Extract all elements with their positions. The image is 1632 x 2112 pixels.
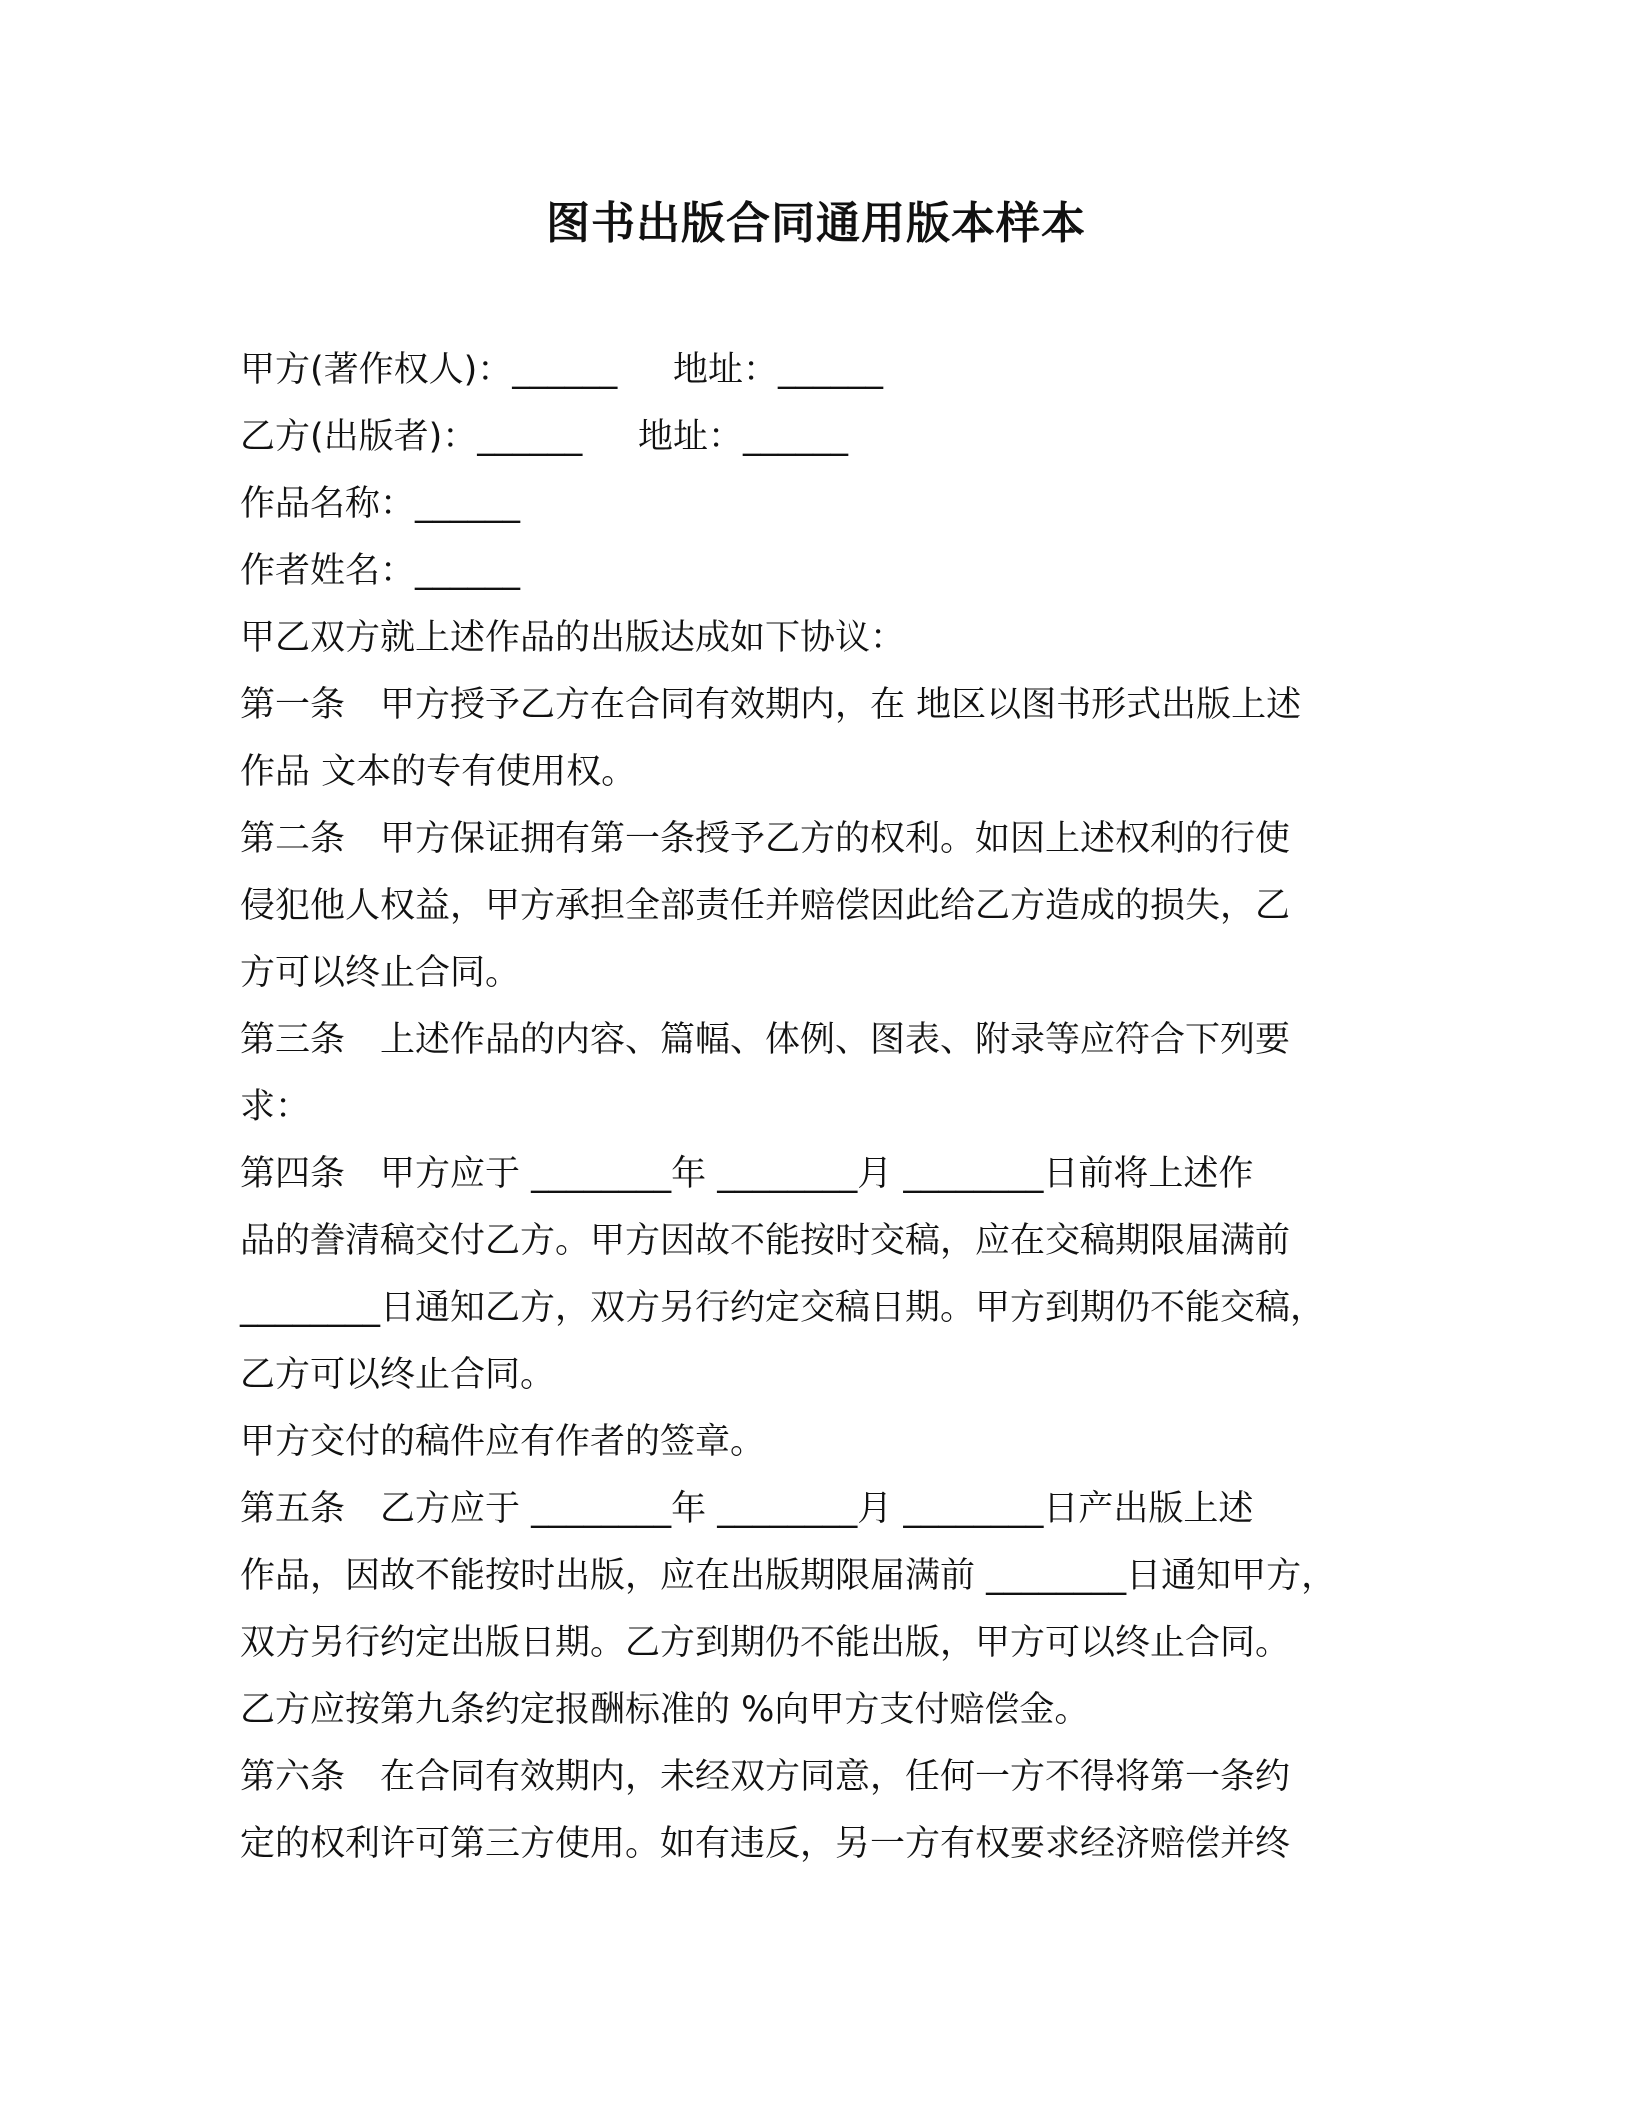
body-line: 作品名称：______ (240, 484, 521, 524)
body-line: 第五条 乙方应于 ________年 ________月 ________日产出版上述 (240, 1489, 1254, 1529)
body-line: ________日通知乙方，双方另行约定交稿日期。甲方到期仍不能交稿， (240, 1288, 1326, 1328)
body-line: 第三条 上述作品的内容、篇幅、体例、图表、附录等应符合下列要 (240, 1020, 1291, 1060)
body-line: 乙方(出版者)：______ 地址：______ (240, 417, 848, 457)
body-line: 乙方可以终止合同。 (240, 1355, 556, 1395)
document-body (240, 337, 1420, 1878)
body-line: 品的誊清稿交付乙方。甲方因故不能按时交稿，应在交稿期限届满前 (240, 1221, 1291, 1261)
body-line: 双方另行约定出版日期。乙方到期仍不能出版，甲方可以终止合同。 (240, 1623, 1291, 1663)
document-title: 图书出版合同通用版本样本 (546, 198, 1086, 249)
body-line: 作品 文本的专有使用权。 (240, 752, 637, 792)
body-line: 求： (240, 1087, 311, 1127)
body-line: 方可以终止合同。 (240, 953, 521, 993)
body-line: 第四条 甲方应于 ________年 ________月 ________日前将上述作 (240, 1154, 1254, 1194)
body-line: 第二条 甲方保证拥有第一条授予乙方的权利。如因上述权利的行使 (240, 819, 1291, 859)
body-line: 作品，因故不能按时出版，应在出版期限届满前 ________日通知甲方， (240, 1556, 1337, 1596)
body-line: 作者姓名：______ (240, 551, 521, 591)
body-line: 乙方应按第九条约定报酬标准的 %向甲方支付赔偿金。 (240, 1690, 1090, 1730)
body-line: 第一条 甲方授予乙方在合同有效期内，在 地区以图书形式出版上述 (240, 685, 1302, 725)
body-line: 第六条 在合同有效期内，未经双方同意，任何一方不得将第一条约 (240, 1757, 1291, 1797)
body-line: 甲方交付的稿件应有作者的签章。 (240, 1422, 766, 1462)
body-line: 定的权利许可第三方使用。如有违反，另一方有权要求经济赔偿并终 (240, 1824, 1291, 1864)
body-line: 甲方(著作权人)：______ 地址：______ (240, 350, 883, 390)
body-line: 甲乙双方就上述作品的出版达成如下协议： (240, 618, 906, 658)
body-line: 侵犯他人权益，甲方承担全部责任并赔偿因此给乙方造成的损失，乙 (240, 886, 1291, 926)
